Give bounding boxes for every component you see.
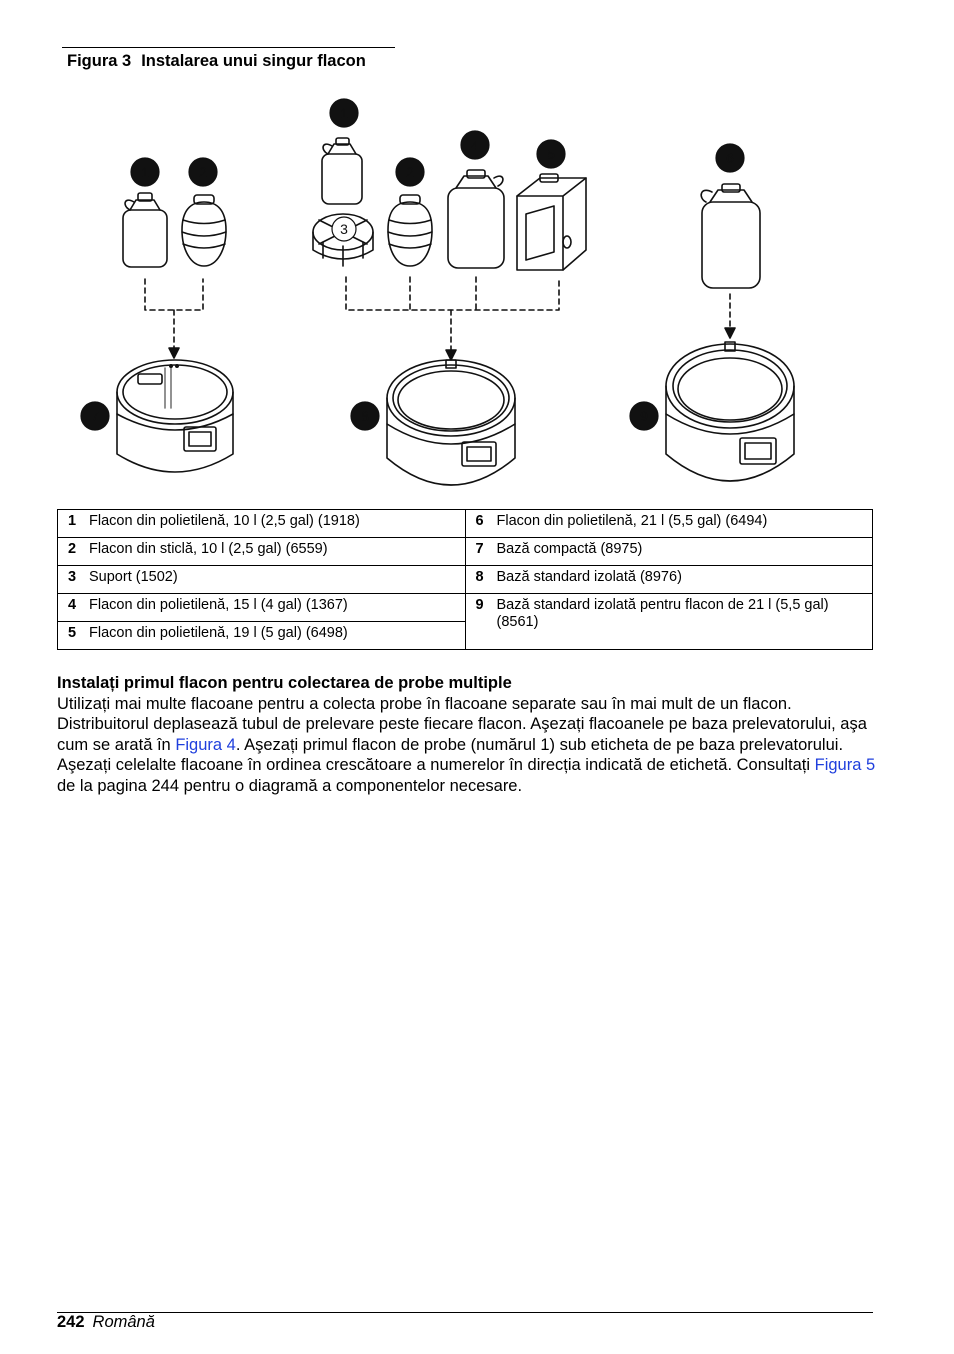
paragraph-text: Utilizați mai multe flacoane pentru a colecta probe în flacoane separate sau în mai mult de un flacon. Distribuitorul deplasează tubul de prelevare peste fiecare flacon. Aşezați flacoanele pe baza prelevatorului, aşa cum se arată în	[57, 694, 867, 754]
callout-1-group1	[131, 158, 159, 186]
bottle-poly-21l-group3	[701, 184, 760, 288]
callout-9	[630, 402, 658, 430]
bottle-glass-10l-group2	[388, 195, 432, 266]
figure-number: Figura 3	[67, 52, 132, 70]
figure-title: Instalarea unui singur flacon	[141, 52, 366, 70]
callout-2-group2	[396, 158, 424, 186]
legend-item	[58, 566, 466, 594]
footer-rule	[57, 1312, 873, 1313]
legend-text: Flacon din polietilenă, 15 l (4 gal) (1367)	[89, 597, 348, 613]
page-number: 242	[57, 1313, 85, 1331]
legend-text: Bază standard izolată pentru flacon de 21 l (5,5 gal) (8561)	[496, 597, 829, 630]
base-standard-insulated-21l	[666, 342, 794, 481]
svg-text:7: 7	[91, 408, 99, 424]
legend-item	[58, 538, 466, 566]
legend-item	[58, 594, 466, 622]
svg-text:4: 4	[471, 137, 479, 153]
legend-text: Flacon din polietilenă, 19 l (5 gal) (6498)	[89, 625, 348, 641]
legend-item	[58, 510, 466, 538]
svg-text:6: 6	[726, 150, 734, 166]
table-row	[58, 566, 873, 594]
legend-table	[57, 509, 873, 650]
svg-text:1: 1	[340, 105, 348, 121]
legend-number: 4	[68, 597, 77, 613]
bottle-poly-19l-group2	[517, 174, 586, 270]
legend-text: Bază compactă (8975)	[496, 541, 643, 557]
callout-1-group2	[330, 99, 358, 127]
bottle-poly-15l-group2	[448, 170, 504, 268]
bottle-poly-10l-group2	[322, 138, 362, 204]
figure-4-link[interactable]: Figura 4	[175, 735, 236, 754]
bottle-glass-10l-group1	[182, 195, 226, 266]
svg-text:9: 9	[640, 408, 648, 424]
callout-2-group1	[189, 158, 217, 186]
dashed-leader-group2	[346, 277, 559, 354]
legend-item	[58, 622, 466, 650]
paragraph-text: . Aşezați primul flacon de probe (numărul 1) sub eticheta de pe baza prelevatorului. Aşezați celelalte flacoane în ordinea crescătoare a numerelor în direcția indicată de etichetă. Consultați	[57, 735, 844, 774]
callout-3	[332, 217, 356, 241]
legend-text: Bază standard izolată (8976)	[496, 569, 682, 585]
paragraph-text: de la pagina 244 pentru o diagramă a componentelor necesare.	[57, 776, 523, 795]
legend-text: Flacon din sticlă, 10 l (2,5 gal) (6559)	[89, 541, 328, 557]
callout-7	[81, 402, 109, 430]
legend-item	[465, 594, 873, 650]
legend-item	[465, 566, 873, 594]
legend-number: 5	[68, 625, 77, 641]
legend-number: 7	[475, 541, 484, 557]
legend-text: Suport (1502)	[89, 569, 178, 585]
legend-number: 8	[475, 569, 484, 585]
svg-text:5: 5	[547, 146, 555, 162]
figure-illustration	[60, 92, 870, 500]
svg-text:3: 3	[340, 221, 348, 237]
figure-caption	[67, 52, 366, 71]
callout-6	[716, 144, 744, 172]
section-paragraph	[57, 694, 877, 797]
base-standard-insulated	[387, 360, 515, 485]
section-heading: Instalați primul flacon pentru colectarea de probe multiple	[57, 674, 512, 692]
legend-text: Flacon din polietilenă, 10 l (2,5 gal) (1918)	[89, 513, 360, 529]
legend-number: 9	[475, 597, 484, 613]
svg-text:8: 8	[361, 408, 369, 424]
callout-8	[351, 402, 379, 430]
legend-number: 2	[68, 541, 77, 557]
legend-text: Flacon din polietilenă, 21 l (5,5 gal) (6494)	[496, 513, 768, 529]
svg-text:2: 2	[406, 164, 414, 180]
legend-item	[465, 510, 873, 538]
footer-language: Română	[92, 1313, 155, 1331]
bottle-poly-10l-group1	[123, 193, 167, 267]
figure-title-rule	[62, 47, 395, 48]
figure-5-link[interactable]: Figura 5	[814, 756, 876, 774]
svg-text:2: 2	[199, 164, 207, 180]
table-row	[58, 510, 873, 538]
dashed-leader-group1	[145, 279, 203, 352]
legend-number: 1	[68, 513, 77, 529]
table-row	[58, 594, 873, 622]
base-compact	[117, 360, 233, 472]
table-row	[58, 538, 873, 566]
page-footer	[57, 1313, 155, 1332]
callout-4	[461, 131, 489, 159]
svg-text:1: 1	[141, 164, 149, 180]
legend-number: 6	[475, 513, 484, 529]
legend-number: 3	[68, 569, 77, 585]
callout-5	[537, 140, 565, 168]
section-multiple-bottles	[57, 673, 877, 796]
legend-item	[465, 538, 873, 566]
